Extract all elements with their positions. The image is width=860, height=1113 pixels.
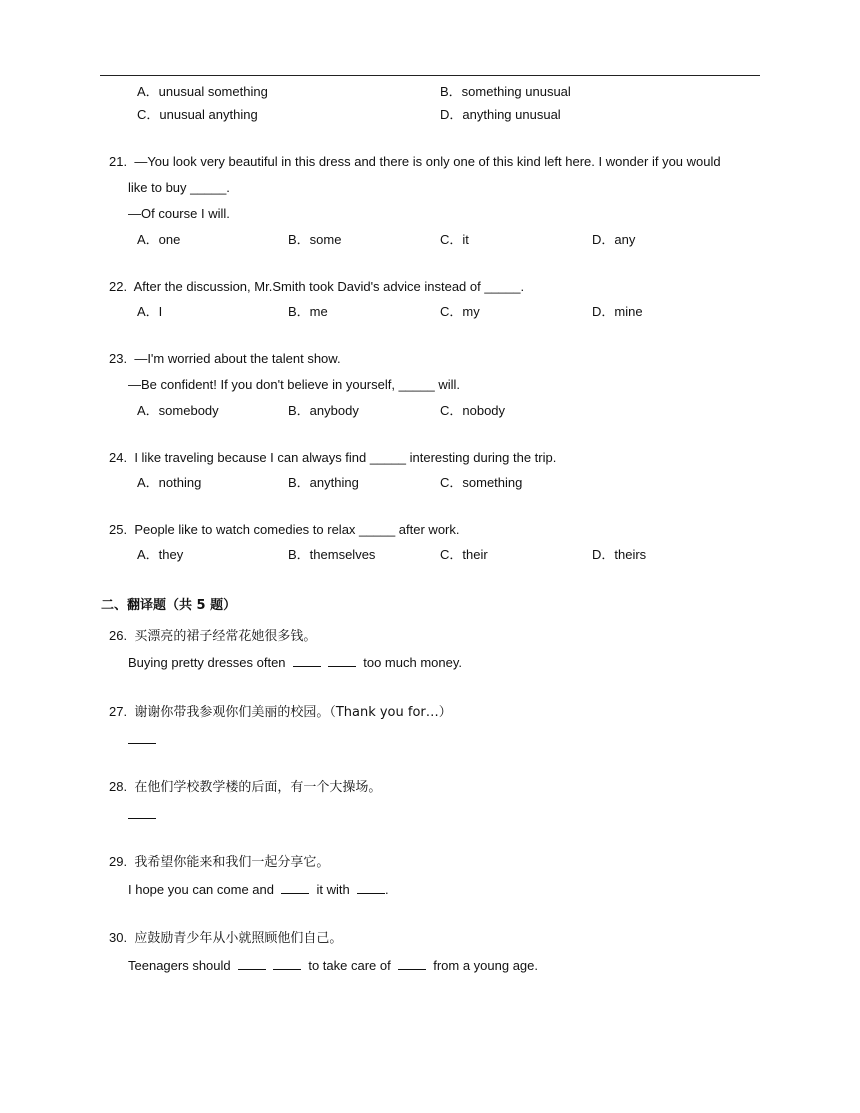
q23-option-c: C．nobody <box>440 403 506 418</box>
q26-english-part-1: Buying pretty dresses often <box>128 655 286 670</box>
q30-prompt <box>109 929 342 948</box>
q21-stem-line-1 <box>109 153 721 171</box>
q20-option-d: D．anything unusual <box>440 107 561 122</box>
q26-prompt <box>109 627 316 646</box>
q21-option-b: B．some <box>288 232 342 247</box>
q20-option-a: A．unusual something <box>137 84 268 99</box>
q21-option-c: C．it <box>440 232 469 247</box>
q25-option-b: B．themselves <box>288 547 376 562</box>
q22-option-a: A．I <box>137 304 163 319</box>
q25-option-c: C．their <box>440 547 488 562</box>
q29-english-part-1: I hope you can come and <box>128 882 274 897</box>
q29-blank-2[interactable] <box>357 881 385 894</box>
q30-blank-2[interactable] <box>273 957 301 970</box>
q24-option-a: A．nothing <box>137 475 202 490</box>
q27-answer-line <box>128 731 156 749</box>
q26-blank-2[interactable] <box>328 654 356 667</box>
q23-number: 23. <box>109 351 128 366</box>
q27-chinese-text: 谢谢你带我参观你们美丽的校园。（Thank you for…） <box>134 705 452 720</box>
q22-option-b: B．me <box>288 304 328 319</box>
q22-number: 22. <box>109 279 128 294</box>
q25-option-a: A．they <box>137 547 184 562</box>
q28-prompt <box>109 778 381 797</box>
q25-option-d: D．theirs <box>592 547 647 562</box>
q28-blank[interactable] <box>128 806 156 819</box>
q21-option-a: A．one <box>137 232 181 247</box>
q24-stem-text: I like traveling because I can always find _____ interesting during the trip. <box>134 450 557 465</box>
header-rule <box>100 75 760 76</box>
q22-option-c: C．my <box>440 304 480 319</box>
q27-prompt <box>109 703 452 722</box>
q30-blank-3[interactable] <box>398 957 426 970</box>
q25-stem-line-1 <box>109 521 459 539</box>
q23-option-a: A．somebody <box>137 403 219 418</box>
q29-number: 29. <box>109 854 128 869</box>
q30-english-part-1: Teenagers should <box>128 958 231 973</box>
q26-number: 26. <box>109 628 128 643</box>
q29-english-part-2: it with <box>316 882 350 897</box>
q25-stem-text: People like to watch comedies to relax _____ after work. <box>134 522 460 537</box>
q29-blank-1[interactable] <box>281 881 309 894</box>
q26-answer-line <box>128 654 462 672</box>
q20-option-b: B．something unusual <box>440 84 571 99</box>
q30-answer-line <box>128 957 538 975</box>
q23-stem-text: —I'm worried about the talent show. <box>134 351 341 366</box>
q25-number: 25. <box>109 522 128 537</box>
q30-blank-1[interactable] <box>238 957 266 970</box>
q21-stem-line-2: like to buy _____. <box>128 180 230 195</box>
q29-chinese-text: 我希望你能来和我们一起分享它。 <box>134 855 330 870</box>
section-2-heading: 二、翻译题（共 5 题） <box>101 598 237 613</box>
q27-number: 27. <box>109 704 128 719</box>
q29-prompt <box>109 853 329 872</box>
q27-blank[interactable] <box>128 731 156 744</box>
q29-english-part-3: . <box>384 882 389 897</box>
q24-stem-line-1 <box>109 449 556 467</box>
q20-option-c: C．unusual anything <box>137 107 258 122</box>
q28-number: 28. <box>109 779 128 794</box>
q23-stem-line-1 <box>109 350 341 368</box>
q29-answer-line <box>128 881 389 899</box>
q22-option-d: D．mine <box>592 304 643 319</box>
q30-english-part-2: to take care of <box>308 958 391 973</box>
q23-stem-line-2: —Be confident! If you don't believe in yourself, _____ will. <box>128 377 461 392</box>
q28-chinese-text: 在他们学校教学楼的后面，有一个大操场。 <box>134 780 382 795</box>
q24-option-c: C．something <box>440 475 523 490</box>
q21-number: 21. <box>109 154 128 169</box>
q30-number: 30. <box>109 930 128 945</box>
q30-english-part-3: from a young age. <box>433 958 538 973</box>
q21-stem-text: —You look very beautiful in this dress and there is only one of this kind left here. I wonder if you would <box>134 154 721 169</box>
q21-option-d: D．any <box>592 232 636 247</box>
q23-option-b: B．anybody <box>288 403 359 418</box>
q22-stem-line-1 <box>109 278 524 296</box>
q26-english-part-2: too much money. <box>363 655 462 670</box>
q21-stem-line-3: —Of course I will. <box>128 206 230 221</box>
q26-blank-1[interactable] <box>293 654 321 667</box>
q26-chinese-text: 买漂亮的裙子经常花她很多钱。 <box>134 629 317 644</box>
q24-number: 24. <box>109 450 128 465</box>
q24-option-b: B．anything <box>288 475 359 490</box>
q22-stem-text: After the discussion, Mr.Smith took David's advice instead of _____. <box>133 279 525 294</box>
q28-answer-line <box>128 806 156 824</box>
q30-chinese-text: 应鼓励青少年从小就照顾他们自己。 <box>134 931 343 946</box>
